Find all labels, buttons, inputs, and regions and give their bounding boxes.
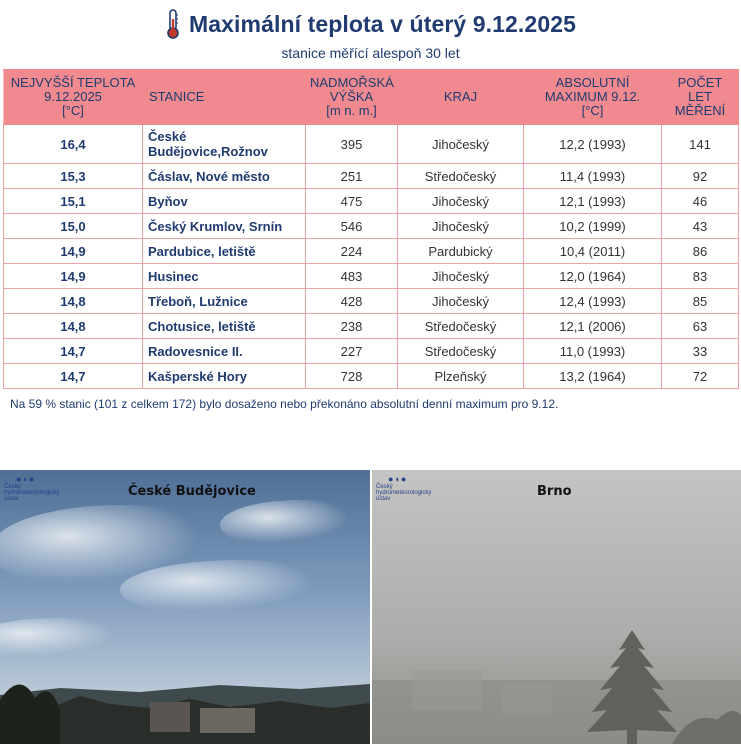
cell-years: 85 — [662, 289, 739, 314]
cell-temp: 14,9 — [4, 264, 143, 289]
cell-altitude: 227 — [306, 339, 398, 364]
cell-station: Chotusice, letiště — [143, 314, 306, 339]
webcam-image-fog — [372, 470, 741, 744]
cell-region: Středočeský — [398, 314, 524, 339]
cell-station-line2: Budějovice,Rožnov — [148, 144, 268, 159]
table-row — [4, 339, 739, 364]
cell-temp: 14,7 — [4, 364, 143, 389]
table-row — [4, 289, 739, 314]
chmi-logo-mark: ●◖● — [388, 474, 408, 484]
cell-temp: 14,8 — [4, 289, 143, 314]
title-row — [0, 6, 741, 42]
cell-temp: 16,4 — [4, 125, 143, 164]
chmi-logo-text: Český hydrometeorologický ústav — [376, 484, 432, 502]
cell-abs-max: 12,0 (1964) — [524, 264, 662, 289]
cell-altitude: 238 — [306, 314, 398, 339]
cell-region: Pardubický — [398, 239, 524, 264]
col-header-years-line3: MĚŘENÍ — [674, 103, 726, 118]
cell-abs-max: 12,4 (1993) — [524, 289, 662, 314]
summary-note: Na 59 % stanic (101 z celkem 172) bylo dosaženo nebo překonáno absolutní denní maximum pro 9.12. — [10, 397, 559, 411]
col-header-years-line2: LET — [688, 89, 712, 104]
table-row — [4, 239, 739, 264]
cell-years: 43 — [662, 214, 739, 239]
cell-station: Radovesnice II. — [143, 339, 306, 364]
cell-altitude: 224 — [306, 239, 398, 264]
cell-station: Pardubice, letiště — [143, 239, 306, 264]
col-header-altitude-line3: [m n. m.] — [326, 103, 377, 118]
cell-abs-max: 10,2 (1999) — [524, 214, 662, 239]
col-header-years — [662, 70, 739, 125]
cell-altitude: 546 — [306, 214, 398, 239]
cell-abs-max: 11,0 (1993) — [524, 339, 662, 364]
webcam-label: Brno — [537, 484, 572, 499]
table-row — [4, 164, 739, 189]
cell-abs-max: 12,2 (1993) — [524, 125, 662, 164]
webcam-label: České Budějovice — [128, 484, 256, 499]
cell-temp: 14,9 — [4, 239, 143, 264]
cell-years: 46 — [662, 189, 739, 214]
cell-region: Středočeský — [398, 339, 524, 364]
chmi-logo — [4, 474, 74, 502]
col-header-abs-line3: [°C] — [581, 103, 604, 118]
table-row — [4, 189, 739, 214]
table-header-row — [4, 70, 739, 125]
cell-temp: 14,8 — [4, 314, 143, 339]
cell-region: Jihočeský — [398, 264, 524, 289]
col-header-temp-line2: 9.12.2025 — [44, 89, 102, 104]
cell-region: Jihočeský — [398, 214, 524, 239]
cell-region: Plzeňský — [398, 364, 524, 389]
cell-station: Český Krumlov, Srnín — [143, 214, 306, 239]
cell-altitude: 728 — [306, 364, 398, 389]
cell-station: Čáslav, Nové město — [143, 164, 306, 189]
col-header-abs-line1: ABSOLUTNÍ — [555, 75, 630, 90]
webcam-image-sky — [0, 470, 370, 744]
cell-station: Kašperské Hory — [143, 364, 306, 389]
cell-abs-max: 12,1 (2006) — [524, 314, 662, 339]
webcam-ceske-budejovice — [0, 470, 370, 744]
table-row — [4, 314, 739, 339]
col-header-abs-line2: MAXIMUM 9.12. — [544, 89, 641, 104]
table-row — [4, 264, 739, 289]
col-header-region: KRAJ — [398, 70, 524, 125]
cell-altitude: 475 — [306, 189, 398, 214]
col-header-altitude — [306, 70, 398, 125]
cell-altitude: 395 — [306, 125, 398, 164]
cell-altitude: 428 — [306, 289, 398, 314]
cell-abs-max: 13,2 (1964) — [524, 364, 662, 389]
cell-station: Husinec — [143, 264, 306, 289]
cell-region: Jihočeský — [398, 189, 524, 214]
cell-temp: 15,1 — [4, 189, 143, 214]
table-row — [4, 214, 739, 239]
cell-temp: 15,0 — [4, 214, 143, 239]
col-header-altitude-line1: NADMOŘSKÁ — [310, 75, 394, 90]
cell-region: Jihočeský — [398, 125, 524, 164]
cell-abs-max: 12,1 (1993) — [524, 189, 662, 214]
webcam-brno — [372, 470, 741, 744]
table-row — [4, 364, 739, 389]
col-header-temp — [4, 70, 143, 125]
cell-altitude: 251 — [306, 164, 398, 189]
cell-years: 33 — [662, 339, 739, 364]
chmi-logo-mark: ●◖● — [16, 474, 36, 484]
col-header-temp-line3: [°C] — [62, 103, 84, 118]
cell-temp: 14,7 — [4, 339, 143, 364]
chmi-logo — [376, 474, 446, 502]
cell-abs-max: 11,4 (1993) — [524, 164, 662, 189]
cell-station: Třeboň, Lužnice — [143, 289, 306, 314]
cell-station-line1: České — [148, 129, 187, 144]
col-header-years-line1: POČET — [677, 75, 723, 90]
cell-years: 72 — [662, 364, 739, 389]
cell-years: 86 — [662, 239, 739, 264]
cell-temp: 15,3 — [4, 164, 143, 189]
cell-years: 141 — [662, 125, 739, 164]
cell-station: Byňov — [143, 189, 306, 214]
cell-years: 92 — [662, 164, 739, 189]
page-subtitle: stanice měřící alespoň 30 let — [281, 45, 460, 61]
thermometer-icon — [165, 9, 181, 39]
cell-altitude: 483 — [306, 264, 398, 289]
max-temperature-table — [3, 69, 739, 389]
cell-region: Středočeský — [398, 164, 524, 189]
col-header-abs-max — [524, 70, 662, 125]
table-row — [4, 125, 739, 164]
chmi-logo-text: Český hydrometeorologický ústav — [4, 484, 60, 502]
cell-years: 83 — [662, 264, 739, 289]
cell-region: Jihočeský — [398, 289, 524, 314]
cell-station — [143, 125, 306, 164]
col-header-altitude-line2: VÝŠKA — [329, 89, 374, 104]
cell-years: 63 — [662, 314, 739, 339]
col-header-temp-line1: NEJVYŠŠÍ TEPLOTA — [10, 75, 136, 90]
page-title: Maximální teplota v úterý 9.12.2025 — [188, 10, 576, 37]
col-header-station: STANICE — [143, 70, 306, 125]
cell-abs-max: 10,4 (2011) — [524, 239, 662, 264]
